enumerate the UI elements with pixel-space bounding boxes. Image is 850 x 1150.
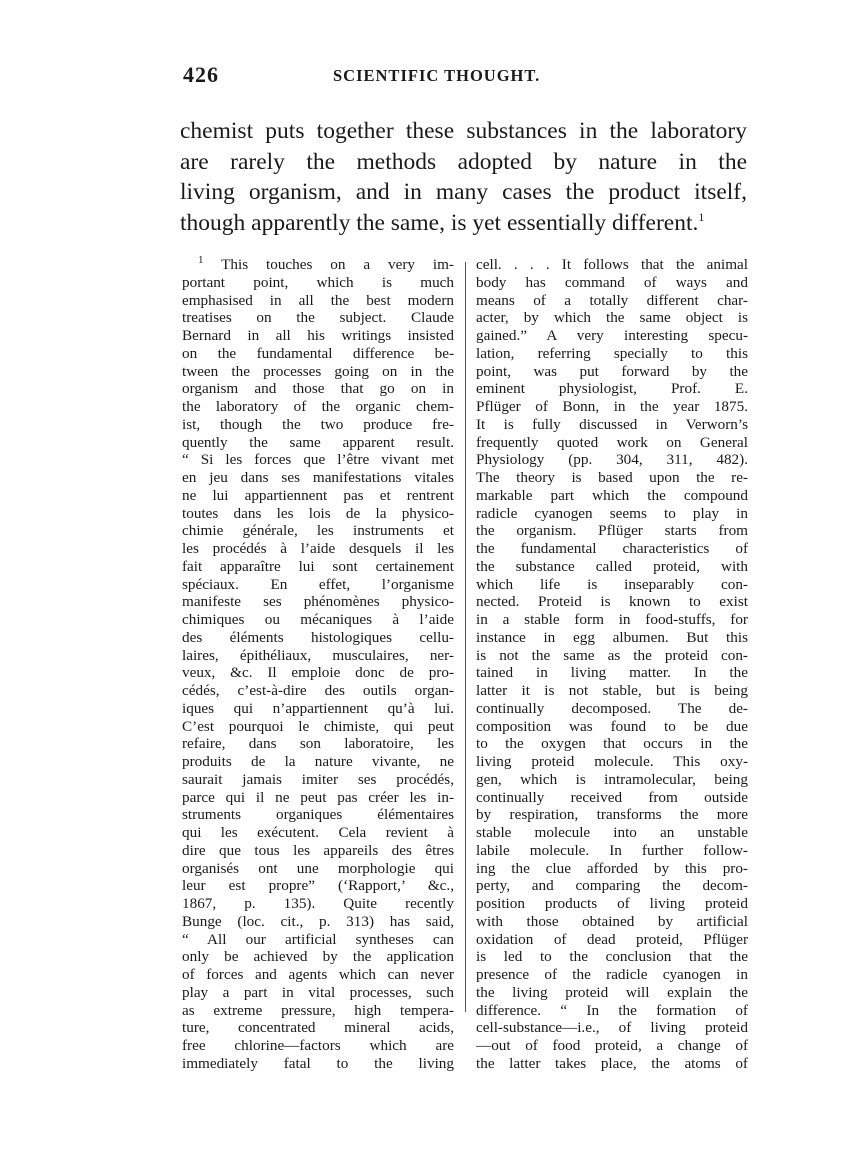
footnote-line <box>182 824 454 842</box>
footnote-line <box>476 469 748 487</box>
footnote-line-text: is led to the conclusion that the <box>476 948 748 966</box>
footnote-line <box>476 1019 748 1037</box>
footnote-line-text: tween the processes going on in the <box>182 362 454 380</box>
footnote-line-text: Bernard in all his writings insisted <box>182 327 454 344</box>
footnote-line <box>476 274 748 292</box>
footnote-line-text: the laboratory of the organic chem- <box>182 398 454 415</box>
footnote-line-text: ture, concentrated mineral acids, <box>182 1019 454 1037</box>
footnote-line-text: continually decomposed. The de- <box>476 699 748 717</box>
footnote-line-text: instance in egg albumen. But this <box>476 628 748 646</box>
footnote-line-text: Physiology (pp. 304, 311, 482). <box>476 451 748 469</box>
footnote-line-text: The theory is based upon the re- <box>476 469 748 486</box>
footnote-line <box>476 380 748 398</box>
footnote-line <box>182 522 454 540</box>
footnote-line-text: organisés ont une morphologie qui <box>182 859 454 877</box>
footnote-line <box>476 292 748 310</box>
footnote-line-text: Pflüger of Bonn, in the year 1875. <box>476 398 748 415</box>
footnote-line <box>182 984 454 1002</box>
footnote-line <box>182 593 454 611</box>
footnote-line-text: treatises on the subject. Claude <box>182 309 454 327</box>
footnote-line <box>182 469 454 487</box>
footnote-line <box>182 647 454 665</box>
footnote-line-text: cell-substance—i.e., of living proteid <box>476 1019 748 1037</box>
footnote-line <box>182 363 454 381</box>
footnote-line-text: is not the same as the proteid con- <box>476 646 748 664</box>
footnote-line-text: des éléments histologiques cellu- <box>182 628 454 646</box>
footnote-line <box>476 842 748 860</box>
footnote-marker: 1 <box>198 256 204 266</box>
footnote-line-text: to the oxygen that occurs in the <box>476 735 748 753</box>
footnote-line <box>182 789 454 807</box>
footnote-line <box>182 1055 454 1073</box>
footnote-line-text: emphasised in all the best modern <box>182 291 454 309</box>
footnote-line <box>476 700 748 718</box>
footnote-line-text: play a part in vital processes, such <box>182 983 454 1001</box>
footnote-line <box>182 611 454 629</box>
footnote-line-text: les procédés à l’aide desquels il les <box>182 540 454 557</box>
footnote-line-text: the organism. Pflüger starts from <box>476 522 748 540</box>
footnote-line <box>476 327 748 345</box>
footnote-line-text: immediately fatal to the living <box>182 1054 454 1072</box>
body-text <box>180 116 747 238</box>
footnote-line-text: quently the same apparent result. <box>182 433 454 451</box>
footnote-line-text: veux, &c. Il emploie donc de pro- <box>182 664 454 682</box>
footnote-line <box>476 682 748 700</box>
body-line: chemist puts together these substances in the laboratory <box>180 118 747 144</box>
footnote-line <box>182 948 454 966</box>
footnote-line <box>182 860 454 878</box>
footnote-line <box>476 522 748 540</box>
footnote-line-text: eminent physiologist, Prof. E. <box>476 380 748 398</box>
footnote-line <box>182 735 454 753</box>
column-divider <box>465 262 466 1012</box>
footnote-line-text: which life is inseparably con- <box>476 575 748 593</box>
footnote-line-text: composition was found to be due <box>476 717 748 735</box>
footnote-line-text: stable molecule into an unstable <box>476 824 748 841</box>
footnote-line-text: difference. “ In the formation of <box>476 1001 748 1019</box>
footnote-line <box>182 1037 454 1055</box>
footnote-line <box>182 398 454 416</box>
footnote-line <box>476 309 748 327</box>
footnote-line <box>476 806 748 824</box>
footnote-line-text: qui les exécutent. Cela revient à <box>182 824 454 841</box>
footnote-line <box>476 256 748 274</box>
footnote-line <box>476 647 748 665</box>
footnote-line-text: point, was put forward by the <box>476 362 748 380</box>
footnote-line-text: position products of living proteid <box>476 895 748 912</box>
footnote-line <box>182 966 454 984</box>
footnote-line-text: body has command of ways and <box>476 273 748 291</box>
footnote-line <box>182 487 454 505</box>
footnote-line <box>476 984 748 1002</box>
footnote-line-text: the latter takes place, the atoms of <box>476 1054 748 1072</box>
footnote-line <box>182 576 454 594</box>
body-line-text: though apparently the same, is yet essentially different. <box>180 209 699 236</box>
footnote-line-text: the living proteid will explain the <box>476 983 748 1001</box>
footnote-line-text: ne lui appartiennent pas et rentrent <box>182 486 454 504</box>
footnote-line <box>476 664 748 682</box>
footnote-line <box>476 860 748 878</box>
footnote-line-text: as extreme pressure, high tempera- <box>182 1001 454 1019</box>
footnote-line <box>182 682 454 700</box>
footnote-line <box>182 292 454 310</box>
footnote-line <box>182 771 454 789</box>
footnote-line-text: free chlorine—factors which are <box>182 1037 454 1054</box>
footnote-line-text: leur est propre” (‘Rapport,’ &c., <box>182 877 454 895</box>
footnote-line-text: gen, which is intramolecular, being <box>476 770 748 788</box>
footnote-line <box>476 753 748 771</box>
footnote-line-text: only be achieved by the application <box>182 948 454 966</box>
footnote-left-column <box>182 256 454 1073</box>
body-line: are rarely the methods adopted by nature in the <box>180 148 747 175</box>
body-line-last <box>180 208 747 239</box>
footnote-line-text: Bunge (loc. cit., p. 313) has said, <box>182 912 454 930</box>
footnote-line-text: refaire, dans son laboratoire, les <box>182 735 454 753</box>
footnote-line-text: nected. Proteid is known to exist <box>476 593 748 611</box>
footnote-line-text: “ All our artificial syntheses can <box>182 930 454 948</box>
footnote-line-text: presence of the radicle cyanogen in <box>476 966 748 983</box>
footnote-line-text: labile molecule. In further follow- <box>476 841 748 859</box>
footnote-line <box>182 540 454 558</box>
footnote-line-text: oxidation of dead proteid, Pflüger <box>476 930 748 948</box>
footnote-line <box>476 789 748 807</box>
footnote-line-text: ing the clue afforded by this pro- <box>476 859 748 877</box>
footnote-line <box>476 345 748 363</box>
footnote-line-text: 1867, p. 135). Quite recently <box>182 895 454 912</box>
footnote-line <box>476 931 748 949</box>
footnote-line-text: It is fully discussed in Verworn’s <box>476 415 748 433</box>
footnote-line <box>476 877 748 895</box>
footnote-line-text: with those obtained by artificial <box>476 912 748 930</box>
footnote-line <box>182 309 454 327</box>
footnote-line <box>182 718 454 736</box>
footnote-line-text: on the fundamental difference be- <box>182 344 454 362</box>
footnote-line <box>476 1055 748 1073</box>
footnote-line-text: markable part which the compound <box>476 486 748 504</box>
footnote-line <box>476 895 748 913</box>
footnote-line-text: dire que tous les appareils des êtres <box>182 841 454 859</box>
footnote-line-text: iques qui n’appartiennent qu’à lui. <box>182 699 454 717</box>
footnote-line <box>476 558 748 576</box>
footnote-line <box>476 913 748 931</box>
footnote-line-text: lation, referring specially to this <box>476 344 748 362</box>
footnote-line <box>182 629 454 647</box>
footnote-line-text: struments organiques élémentaires <box>182 806 454 824</box>
footnote-line-text: This touches on a very im- <box>221 256 454 273</box>
footnote-line <box>182 434 454 452</box>
footnote-line <box>182 345 454 363</box>
footnote-line-text: gained.” A very interesting specu- <box>476 327 748 344</box>
footnote-line-text: manifeste ses phénomènes physico- <box>182 593 454 611</box>
footnote-line <box>182 380 454 398</box>
footnote-line <box>476 593 748 611</box>
footnote-line <box>182 931 454 949</box>
footnote-line-text: the substance called proteid, with <box>476 557 748 575</box>
footnote-line <box>476 487 748 505</box>
footnote-line <box>182 505 454 523</box>
footnote-line <box>476 398 748 416</box>
footnote-line-text: continually received from outside <box>476 788 748 806</box>
footnote-line <box>182 664 454 682</box>
footnote-line <box>182 558 454 576</box>
footnote-line <box>182 913 454 931</box>
footnote-line-text: ist, though the two produce fre- <box>182 415 454 433</box>
footnote-line-text: chimiques ou mécaniques à l’aide <box>182 611 454 628</box>
footnote-line <box>182 416 454 434</box>
footnote-line <box>476 1002 748 1020</box>
footnote-line <box>476 363 748 381</box>
footnote-line <box>182 274 454 292</box>
footnote-line <box>476 966 748 984</box>
footnote-line-text: cédés, c’est-à-dire des outils organ- <box>182 682 454 699</box>
footnote-line-text: laires, épithéliaux, musculaires, ner- <box>182 646 454 664</box>
footnote-line <box>476 771 748 789</box>
footnote-line <box>182 256 454 274</box>
footnote-line <box>182 806 454 824</box>
footnote-line-text: of forces and agents which can never <box>182 966 454 983</box>
footnote-line-text: living proteid molecule. This oxy- <box>476 753 748 770</box>
footnote-line-text: by respiration, transforms the more <box>476 806 748 824</box>
footnote-line <box>182 877 454 895</box>
footnote-line-text: chimie générale, les instruments et <box>182 522 454 540</box>
footnote-line-text: perty, and comparing the decom- <box>476 877 748 895</box>
footnote-line <box>476 540 748 558</box>
footnote-line <box>182 1002 454 1020</box>
footnote-line <box>182 895 454 913</box>
footnote-line-text: acter, by which the same object is <box>476 309 748 327</box>
footnote-line-text: the fundamental characteristics of <box>476 540 748 557</box>
footnote-line <box>182 1019 454 1037</box>
footnote-line-text: latter it is not stable, but is being <box>476 682 748 699</box>
footnote-line-text: —out of food proteid, a change of <box>476 1037 748 1054</box>
footnote-line <box>476 948 748 966</box>
body-line: living organism, and in many cases the product itself, <box>180 179 747 205</box>
footnote-reference: 1 <box>698 209 705 224</box>
footnote-line <box>476 824 748 842</box>
running-title: SCIENTIFIC THOUGHT. <box>333 66 541 85</box>
footnote-line <box>476 416 748 434</box>
footnote-right-column <box>476 256 748 1073</box>
footnote-line-text: cell. . . . It follows that the animal <box>476 256 748 273</box>
footnote-line-text: means of a totally different char- <box>476 291 748 309</box>
footnote-line-text: in a stable form in food-stuffs, for <box>476 611 748 628</box>
footnote-line-text: fait apparaître lui sont certainement <box>182 557 454 575</box>
footnote-line <box>476 505 748 523</box>
footnote-line-text: “ Si les forces que l’être vivant met <box>182 451 454 469</box>
footnote-line-text: radicle cyanogen seems to play in <box>476 504 748 522</box>
footnote-line <box>476 1037 748 1055</box>
footnote-line-text: en jeu dans ses manifestations vitales <box>182 469 454 486</box>
footnote-line <box>182 327 454 345</box>
footnote-line <box>182 753 454 771</box>
footnote-line <box>476 629 748 647</box>
footnote-line <box>182 451 454 469</box>
footnote-line <box>476 434 748 452</box>
footnote-line-text: saurait jamais imiter ses procédés, <box>182 770 454 788</box>
footnote-line-text: C’est pourquoi le chimiste, qui peut <box>182 717 454 735</box>
footnote-line-text: frequently quoted work on General <box>476 433 748 451</box>
footnote-line <box>182 842 454 860</box>
footnote-line-text: tained in living matter. In the <box>476 664 748 682</box>
page-number: 426 <box>183 62 219 87</box>
footnote-line-text: portant point, which is much <box>182 273 454 291</box>
footnote-line-text: parce qui il ne peut pas créer les in- <box>182 788 454 806</box>
footnote-line <box>182 700 454 718</box>
footnote-line <box>476 451 748 469</box>
footnote-line-text: produits de la nature vivante, ne <box>182 753 454 770</box>
footnote-line-text: spéciaux. En effet, l’organisme <box>182 575 454 593</box>
footnote-line-text: toutes dans les lois de la physico- <box>182 504 454 522</box>
footnote-line <box>476 611 748 629</box>
footnote-line <box>476 718 748 736</box>
footnote-line <box>476 735 748 753</box>
page-header <box>183 62 750 98</box>
footnote-line-text: organism and those that go on in <box>182 380 454 398</box>
footnote-line <box>476 576 748 594</box>
